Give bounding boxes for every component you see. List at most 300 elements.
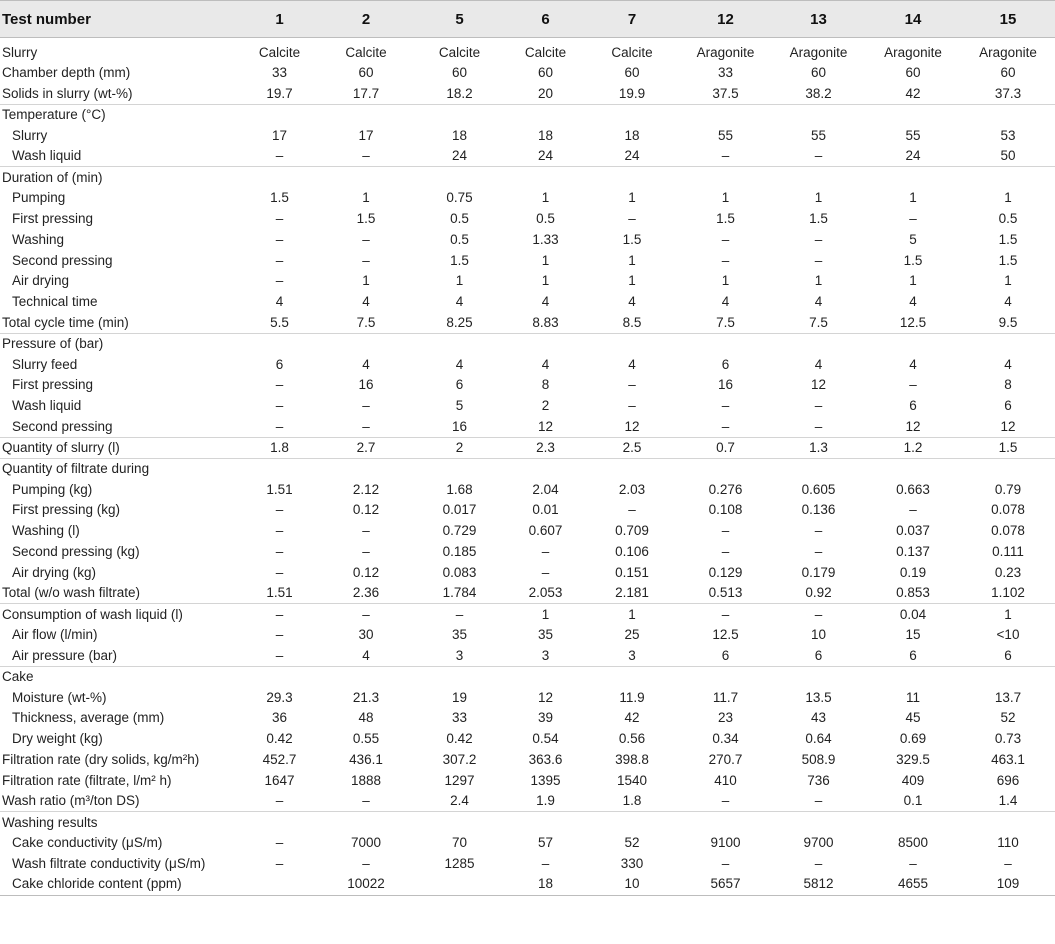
table-cell: [240, 333, 319, 354]
table-cell: 0.078: [991, 523, 1025, 539]
table-cell: 0.137: [896, 543, 930, 559]
table-cell: –: [772, 604, 865, 625]
table-cell: 0.7: [679, 437, 772, 458]
table-cell: 12: [905, 418, 921, 434]
header-test-2: 2: [319, 1, 413, 38]
table-cell: 60: [905, 65, 921, 81]
table-cell: –: [362, 231, 370, 247]
table-cell: 19.9: [618, 85, 646, 101]
table-cell: 508.9: [801, 751, 836, 767]
table-cell: 33: [717, 65, 734, 81]
table-cell: 16: [451, 418, 468, 434]
table-cell: [772, 333, 865, 354]
table-row: [0, 853, 1055, 874]
table-row: [0, 167, 1055, 188]
table-cell: –: [721, 418, 730, 434]
table-cell: 60: [537, 65, 554, 81]
row-label: Washing (l): [12, 523, 80, 539]
table-cell: 0.1: [903, 793, 923, 809]
table-cell: –: [275, 502, 284, 518]
row-label: Pumping (kg): [12, 481, 93, 497]
table-cell: 0.709: [615, 523, 649, 539]
table-cell: 18.2: [446, 85, 473, 101]
table-cell: –: [362, 252, 370, 268]
table-cell: 1395: [530, 772, 561, 788]
table-cell: 1: [814, 273, 823, 289]
table-cell: 109: [961, 874, 1055, 895]
table-cell: 4: [541, 294, 550, 310]
table-cell: 12: [1000, 418, 1016, 434]
table-cell: 10022: [319, 874, 413, 895]
table-cell: –: [240, 604, 319, 625]
table-row: [0, 479, 1055, 500]
table-cell: –: [814, 855, 823, 871]
table-cell: 1647: [264, 772, 295, 788]
table-row: [0, 63, 1055, 84]
table-cell: [506, 812, 585, 833]
table-cell: 42: [624, 710, 640, 726]
table-cell: 16: [717, 377, 734, 393]
table-cell: [865, 167, 961, 188]
table-cell: 1.68: [446, 481, 473, 497]
table-cell: 410: [714, 772, 737, 788]
header-test-13: 13: [772, 1, 865, 38]
table-cell: 2.181: [615, 585, 649, 601]
table-cell: 1: [1004, 190, 1012, 206]
table-cell: 1: [541, 252, 550, 268]
table-cell: [506, 666, 585, 687]
table-cell: 35: [537, 627, 554, 643]
table-cell: [240, 812, 319, 833]
table-cell: –: [721, 231, 730, 247]
table-cell: –: [541, 543, 550, 559]
table-row: [0, 313, 1055, 334]
row-label: Slurry: [12, 127, 48, 143]
table-cell: 70: [451, 835, 468, 851]
table-cell: 398.8: [615, 751, 649, 767]
table-cell: 1: [909, 190, 917, 206]
table-cell: 0.083: [442, 564, 477, 580]
table-cell: 9100: [710, 835, 741, 851]
table-cell: [240, 458, 319, 479]
table-cell: 0.12: [352, 564, 380, 580]
table-row: [0, 292, 1055, 313]
table-cell: [865, 458, 961, 479]
table-cell: 1888: [350, 772, 382, 788]
table-cell: 4655: [865, 874, 961, 895]
table-cell: 0.129: [708, 564, 743, 580]
header-row: [0, 1, 1055, 38]
table-cell: –: [814, 252, 823, 268]
table-row: [0, 437, 1055, 458]
table-cell: –: [628, 377, 636, 393]
table-cell: [240, 105, 319, 126]
table-cell: 39: [537, 710, 554, 726]
table-cell: 50: [1000, 148, 1016, 164]
row-label: Wash liquid: [12, 398, 82, 414]
header-test-12: 12: [679, 1, 772, 38]
table-cell: Calcite: [524, 45, 567, 60]
table-cell: 1: [961, 604, 1055, 625]
table-cell: 52: [1000, 710, 1016, 726]
table-cell: 12.5: [899, 314, 927, 330]
table-cell: [679, 458, 772, 479]
table-cell: 1: [628, 190, 636, 206]
table-cell: 110: [997, 835, 1019, 851]
table-cell: [865, 812, 961, 833]
table-cell: 1.5: [998, 231, 1018, 247]
table-cell: 4: [909, 294, 917, 310]
table-cell: 18: [537, 127, 554, 143]
table-cell: –: [814, 793, 823, 809]
header-test-number: Test number: [0, 1, 240, 38]
table-cell: 4: [909, 356, 917, 372]
table-cell: 38.2: [805, 85, 832, 101]
table-cell: 1.5: [961, 437, 1055, 458]
table-row: [0, 229, 1055, 250]
table-cell: 0.04: [865, 604, 961, 625]
table-cell: 7.5: [356, 314, 376, 330]
table-cell: 48: [358, 710, 374, 726]
table-cell: –: [275, 148, 284, 164]
table-cell: 0.151: [615, 564, 649, 580]
table-cell: 60: [624, 65, 640, 81]
row-label: Quantity of slurry (l): [0, 437, 240, 458]
table-cell: –: [319, 604, 413, 625]
table-cell: –: [909, 377, 917, 393]
table-cell: 1.8: [622, 793, 642, 809]
table-cell: Calcite: [611, 45, 653, 60]
table-cell: 5812: [772, 874, 865, 895]
table-row: [0, 833, 1055, 854]
table-cell: 4: [362, 356, 370, 372]
table-cell: 6: [1004, 647, 1012, 663]
table-cell: 1.51: [266, 585, 293, 601]
table-cell: 0.853: [896, 585, 930, 601]
table-cell: [585, 812, 679, 833]
table-cell: 8500: [897, 835, 929, 851]
table-cell: 15: [905, 627, 921, 643]
table-cell: [413, 666, 506, 687]
table-cell: [319, 167, 413, 188]
table-cell: 12: [624, 418, 640, 434]
table-cell: –: [721, 793, 730, 809]
table-cell: 1: [541, 190, 550, 206]
table-cell: 0.79: [994, 481, 1022, 497]
table-row: [0, 105, 1055, 126]
table-cell: 307.2: [442, 751, 477, 767]
table-row: [0, 271, 1055, 292]
table-cell: 1: [1004, 273, 1012, 289]
table-cell: [865, 666, 961, 687]
table-cell: –: [541, 855, 550, 871]
table-cell: 29.3: [266, 689, 293, 705]
table-cell: 736: [807, 772, 830, 788]
table-cell: –: [275, 835, 284, 851]
table-cell: 1.5: [270, 190, 289, 206]
table-cell: 1285: [444, 855, 475, 871]
table-cell: 2.053: [528, 585, 563, 601]
table-row: [0, 791, 1055, 812]
table-cell: [865, 105, 961, 126]
table-cell: 60: [1000, 65, 1016, 81]
table-cell: 0.663: [896, 481, 930, 497]
table-header: [0, 1, 1055, 38]
table-cell: Aragonite: [979, 45, 1037, 60]
table-cell: 21.3: [352, 689, 380, 705]
table-cell: [319, 333, 413, 354]
table-cell: [772, 666, 865, 687]
table-cell: 24: [624, 148, 640, 164]
table-cell: 0.92: [805, 585, 832, 601]
table-cell: [961, 105, 1055, 126]
table-cell: –: [362, 793, 370, 809]
table-cell: [961, 333, 1055, 354]
table-cell: Calcite: [345, 45, 387, 60]
table-cell: [679, 105, 772, 126]
table-cell: 4: [628, 294, 636, 310]
row-label: Air drying (kg): [12, 564, 97, 580]
table-cell: 60: [810, 65, 827, 81]
table-cell: –: [275, 647, 284, 663]
table-cell: 36: [271, 710, 288, 726]
table-row: [0, 250, 1055, 271]
table-cell: 1: [455, 273, 464, 289]
table-cell: 0.729: [442, 523, 477, 539]
table-cell: 24: [905, 148, 921, 164]
table-cell: 0.01: [532, 502, 559, 518]
header-test-1: 1: [240, 1, 319, 38]
row-label: Solids in slurry (wt-%): [2, 85, 133, 101]
table-cell: 18: [451, 127, 468, 143]
header-test-5: 5: [413, 1, 506, 38]
table-cell: –: [721, 543, 730, 559]
table-cell: 1.102: [991, 585, 1025, 601]
header-test-14: 14: [865, 1, 961, 38]
table-row: [0, 729, 1055, 750]
header-test-6: 6: [506, 1, 585, 38]
table-cell: –: [275, 273, 284, 289]
table-cell: 5.5: [270, 314, 289, 330]
table-row: [0, 687, 1055, 708]
table-cell: [506, 333, 585, 354]
table-cell: 1.784: [442, 585, 477, 601]
table-cell: 2.04: [532, 481, 559, 497]
table-row: [0, 583, 1055, 604]
table-cell: –: [814, 523, 823, 539]
table-cell: Aragonite: [696, 45, 755, 60]
table-cell: 2: [413, 437, 506, 458]
table-cell: 0.037: [896, 523, 930, 539]
row-label: Air drying: [12, 273, 70, 289]
table-cell: 0.56: [618, 731, 646, 747]
table-cell: Aragonite: [789, 45, 848, 60]
table-cell: 1: [628, 273, 636, 289]
table-cell: 3: [455, 647, 464, 663]
row-label: Slurry: [2, 45, 38, 60]
table-cell: [413, 333, 506, 354]
table-cell: [585, 666, 679, 687]
table-row: [0, 209, 1055, 230]
table-cell: 270.7: [708, 751, 743, 767]
table-cell: 1: [721, 273, 730, 289]
table-cell: 55: [905, 127, 921, 143]
table-cell: 0.42: [266, 731, 293, 747]
table-cell: 2.5: [585, 437, 679, 458]
table-cell: –: [814, 398, 823, 414]
table-cell: 0.34: [712, 731, 739, 747]
table-cell: –: [362, 398, 370, 414]
table-cell: –: [721, 398, 730, 414]
table-cell: 0.017: [442, 502, 477, 518]
table-cell: 6: [455, 377, 464, 393]
table-cell: –: [679, 604, 772, 625]
table-cell: 6: [721, 356, 730, 372]
table-cell: 0.5: [450, 210, 469, 226]
table-cell: 1.51: [266, 481, 293, 497]
table-cell: 25: [624, 627, 640, 643]
table-cell: 0.42: [446, 731, 473, 747]
table-cell: 4: [455, 356, 464, 372]
table-cell: 45: [905, 710, 921, 726]
table-cell: 4: [541, 356, 550, 372]
row-label: Pressure of (bar): [0, 333, 240, 354]
table-row: [0, 646, 1055, 667]
table-cell: 2.03: [618, 481, 646, 497]
table-cell: 363.6: [528, 751, 563, 767]
table-cell: 463.1: [991, 751, 1025, 767]
table-cell: –: [628, 398, 636, 414]
table-cell: 0.078: [991, 502, 1025, 518]
table-cell: 4: [721, 294, 730, 310]
table-cell: 0.69: [899, 731, 927, 747]
table-cell: [506, 167, 585, 188]
row-label: First pressing (kg): [12, 502, 121, 518]
row-label: Washing: [12, 231, 65, 247]
table-cell: 33: [271, 65, 288, 81]
table-cell: –: [541, 564, 550, 580]
table-cell: –: [275, 855, 284, 871]
table-cell: –: [814, 231, 823, 247]
table-cell: –: [275, 252, 284, 268]
table-cell: [679, 167, 772, 188]
table-cell: 16: [358, 377, 374, 393]
table-cell: 2.4: [450, 793, 469, 809]
table-cell: [961, 167, 1055, 188]
table-cell: [772, 812, 865, 833]
table-cell: 0.185: [442, 543, 477, 559]
table-cell: [772, 458, 865, 479]
table-cell: [679, 812, 772, 833]
table-cell: 1.4: [998, 793, 1018, 809]
table-cell: 17.7: [352, 85, 380, 101]
table-row: [0, 874, 1055, 895]
row-label: Consumption of wash liquid (l): [0, 604, 240, 625]
table-cell: –: [721, 523, 730, 539]
table-cell: 37.5: [712, 85, 739, 101]
table-row: [0, 812, 1055, 833]
table-cell: 20: [537, 85, 554, 101]
table-cell: 1: [909, 273, 917, 289]
table-cell: –: [275, 210, 284, 226]
header-test-15: 15: [961, 1, 1055, 38]
table-cell: 2.12: [352, 481, 380, 497]
row-label: Second pressing (kg): [12, 543, 140, 559]
table-cell: 0.111: [992, 543, 1024, 559]
table-cell: 6: [721, 647, 730, 663]
table-cell: 330: [620, 855, 644, 871]
table-cell: 0.106: [615, 543, 649, 559]
row-label: Thickness, average (mm): [12, 710, 165, 726]
table-row: [0, 417, 1055, 438]
table-cell: 55: [810, 127, 827, 143]
table-cell: 7.5: [809, 314, 828, 330]
table-cell: 13.5: [805, 689, 832, 705]
table-cell: –: [721, 252, 730, 268]
table-cell: [961, 666, 1055, 687]
table-cell: 1.5: [356, 210, 376, 226]
table-cell: [585, 167, 679, 188]
table-cell: 0.5: [450, 231, 469, 247]
table-cell: 6: [909, 647, 917, 663]
table-cell: 18: [506, 874, 585, 895]
table-cell: 1.5: [998, 252, 1018, 268]
table-cell: 1.8: [240, 437, 319, 458]
row-label: Temperature (°C): [0, 105, 240, 126]
table-row: [0, 542, 1055, 563]
table-row: [0, 500, 1055, 521]
row-label: Total (w/o wash filtrate): [2, 585, 141, 601]
table-cell: –: [275, 418, 284, 434]
table-row: [0, 188, 1055, 209]
table-cell: –: [362, 543, 370, 559]
row-label: Moisture (wt-%): [12, 689, 107, 705]
table-cell: [319, 458, 413, 479]
table-cell: –: [628, 502, 636, 518]
table-cell: 1.5: [450, 252, 469, 268]
table-cell: 43: [810, 710, 827, 726]
row-label: Pumping: [12, 190, 66, 206]
table-cell: 4: [455, 294, 464, 310]
table-cell: –: [814, 418, 823, 434]
table-cell: 53: [1000, 127, 1016, 143]
table-cell: 1.9: [536, 793, 555, 809]
table-cell: 1297: [444, 772, 475, 788]
table-cell: –: [275, 627, 284, 643]
table-cell: 10: [585, 874, 679, 895]
table-row: [0, 750, 1055, 771]
table-cell: 7.5: [716, 314, 735, 330]
table-cell: 0.108: [708, 502, 743, 518]
table-cell: –: [362, 418, 370, 434]
table-cell: 11: [905, 689, 920, 705]
table-cell: 1.3: [772, 437, 865, 458]
table-cell: 42: [905, 85, 921, 101]
table-cell: 0.5: [536, 210, 555, 226]
table-cell: [585, 105, 679, 126]
table-row: [0, 604, 1055, 625]
table-cell: 1: [506, 604, 585, 625]
table-cell: –: [909, 502, 917, 518]
table-cell: 2.36: [352, 585, 380, 601]
table-cell: –: [362, 855, 370, 871]
table-cell: [865, 333, 961, 354]
table-cell: 0.64: [805, 731, 832, 747]
table-cell: –: [413, 604, 506, 625]
table-cell: 0.179: [801, 564, 836, 580]
table-cell: 1: [362, 273, 370, 289]
table-cell: 1.2: [865, 437, 961, 458]
